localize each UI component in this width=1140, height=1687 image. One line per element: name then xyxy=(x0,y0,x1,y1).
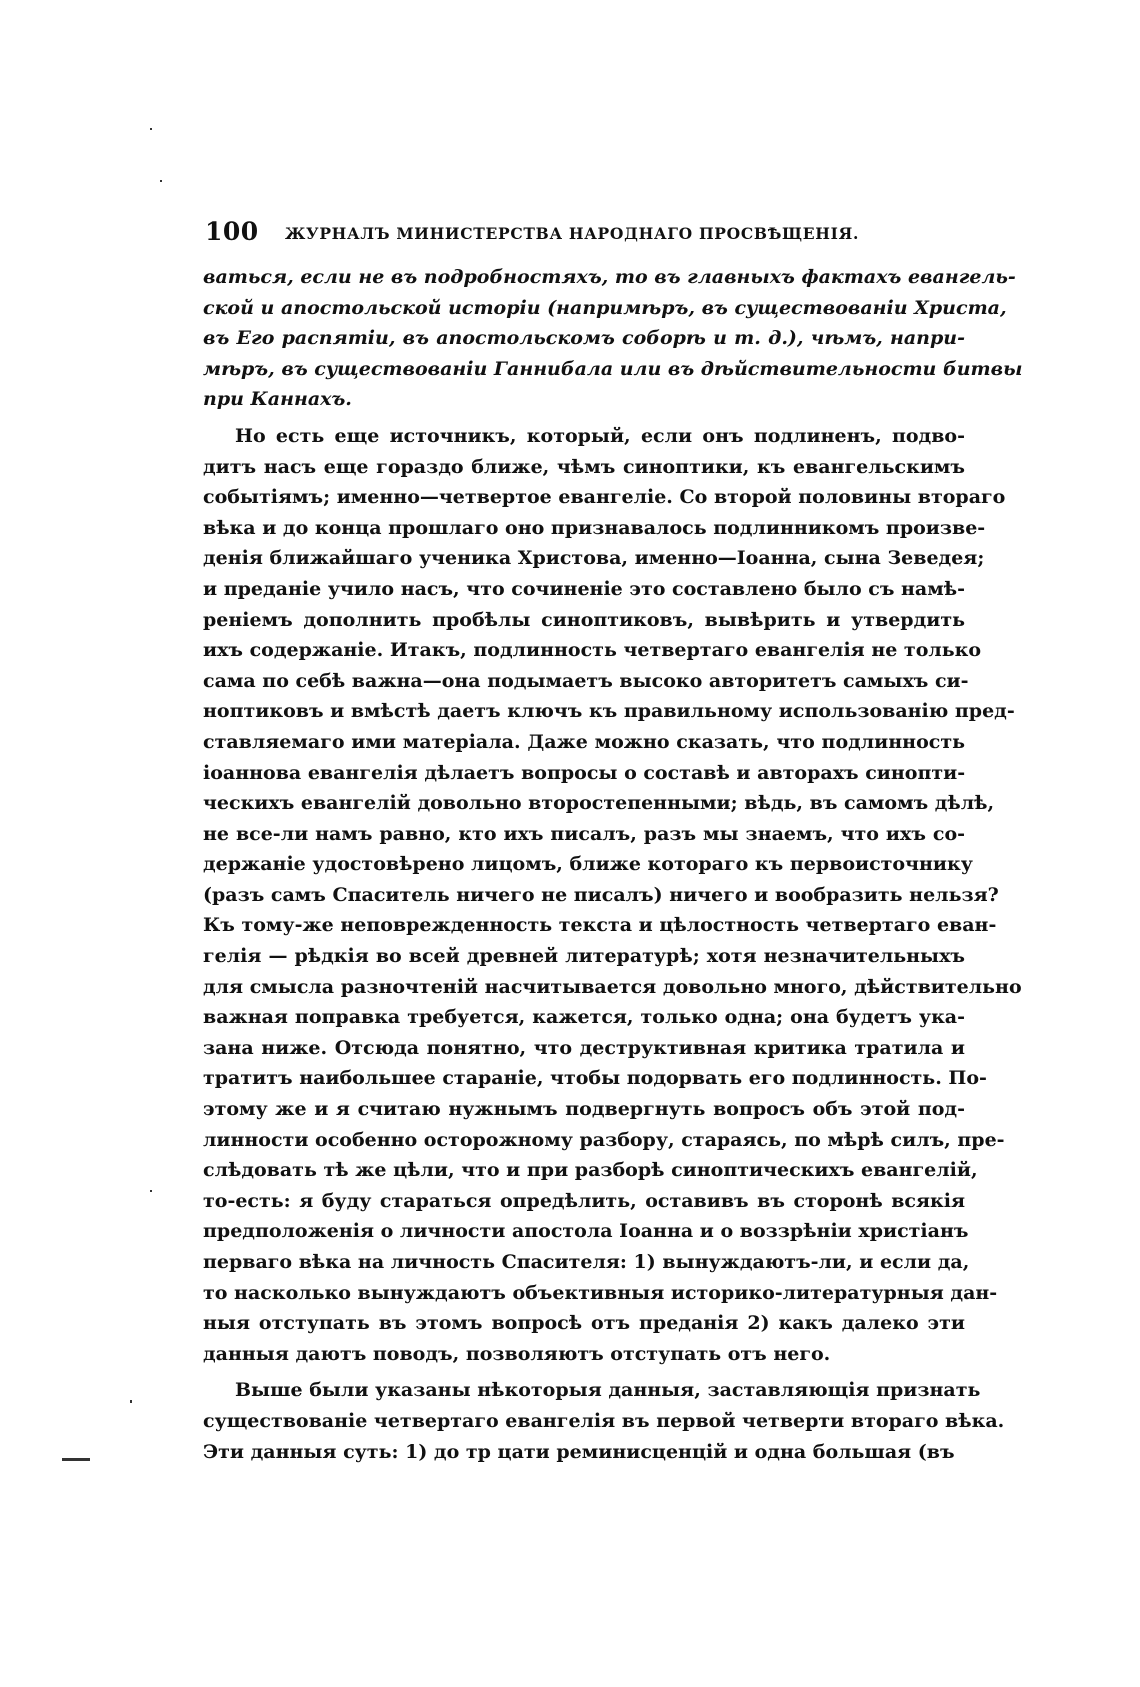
text-line: зана ниже. Отсюда понятно, что деструктивная критика тратила и xyxy=(203,1036,965,1059)
text-line: ставляемаго ими матеріала. Даже можно сказать, что подлинность xyxy=(203,730,965,753)
text-line: ской и апостольской исторіи (напримѣръ, въ существованіи Христа, xyxy=(203,296,1007,319)
text-line: данныя даютъ поводъ, позволяютъ отступать отъ него. xyxy=(203,1342,831,1365)
text-line: то-есть: я буду стараться опредѣлить, оставивъ въ сторонѣ всякія xyxy=(203,1189,965,1212)
page-number: 100 xyxy=(205,217,259,246)
scan-dot xyxy=(160,180,162,182)
running-head: ЖУРНАЛЪ МИНИСТЕРСТВА НАРОДНАГО ПРОСВѢЩЕНІЯ. xyxy=(285,224,860,243)
text-line: этому же и я считаю нужнымъ подвергнуть вопросъ объ этой под- xyxy=(203,1098,965,1121)
body-text xyxy=(203,262,1023,1473)
text-line: мѣръ, въ существованіи Ганнибала или въ дѣйствительности битвы xyxy=(203,357,1023,380)
paragraph xyxy=(203,421,1022,1369)
text-line: ваться, если не въ подробностяхъ, то въ главныхъ фактахъ евангель- xyxy=(203,266,1016,288)
page-header xyxy=(205,217,965,253)
scan-dot xyxy=(150,1190,152,1192)
text-line: держаніе удостовѣрено лицомъ, ближе котораго къ первоисточнику xyxy=(203,853,973,876)
text-line: слѣдовать тѣ же цѣли, что и при разборѣ синоптическихъ евангелій, xyxy=(203,1159,978,1182)
text-line: дитъ насъ еще гораздо ближе, чѣмъ синоптики, къ евангельскимъ xyxy=(203,455,965,478)
text-line: Эти данныя суть: 1) до тр цати реминисценцій и одна большая (въ xyxy=(203,1440,955,1463)
text-line: въ Его распятіи, въ апостольскомъ соборѣ и т. д.), чѣмъ, напри- xyxy=(203,327,965,350)
text-line: ческихъ евангелій довольно второстепенными; вѣдь, въ самомъ дѣлѣ, xyxy=(203,792,995,815)
text-line: сама по себѣ важна—она подымаетъ высоко авторитетъ самыхъ си- xyxy=(203,669,969,692)
text-line: перваго вѣка на личность Спасителя: 1) вынуждаютъ-ли, и если да, xyxy=(203,1251,970,1273)
text-line: не все-ли намъ равно, кто ихъ писалъ, разъ мы знаемъ, что ихъ со- xyxy=(203,822,965,845)
text-line: ныя отступать въ этомъ вопросѣ отъ преданія 2) какъ далеко эти xyxy=(203,1312,965,1335)
text-line: при Каннахъ. xyxy=(203,388,352,411)
text-line: важная поправка требуется, кажется, только одна; она будетъ ука- xyxy=(203,1006,965,1029)
paragraph xyxy=(203,262,1023,415)
scan-dot xyxy=(150,128,152,130)
text-line: іоаннова евангелія дѣлаетъ вопросы о составѣ и авторахъ синопти- xyxy=(203,761,966,784)
text-line: ихъ содержаніе. Итакъ, подлинность четвертаго евангелія не только xyxy=(203,639,982,662)
paragraph xyxy=(203,1375,1005,1467)
text-line: Къ тому-же неповрежденность текста и цѣлостность четвертаго еван- xyxy=(203,914,997,937)
text-line: существованіе четвертаго евангелія въ первой четверти втораго вѣка. xyxy=(203,1409,1005,1432)
text-line: предположенія о личности апостола Іоанна и о воззрѣніи христіанъ xyxy=(203,1220,969,1243)
text-line: для смысла разночтеній насчитывается довольно много, дѣйствительно xyxy=(203,975,1022,998)
text-line: Но есть еще источникъ, который, если онъ подлиненъ, подво- xyxy=(235,424,965,447)
text-line: ноптиковъ и вмѣстѣ даетъ ключъ къ правильному использованію пред- xyxy=(203,700,1015,723)
text-line: вѣка и до конца прошлаго оно признавалось подлинникомъ произве- xyxy=(203,516,986,539)
text-line: и преданіе учило насъ, что сочиненіе это составлено было съ намѣ- xyxy=(203,577,965,600)
text-line: реніемъ дополнить пробѣлы синоптиковъ, вывѣрить и утвердить xyxy=(203,608,965,631)
text-line: гелія — рѣдкія во всей древней литературѣ; хотя незначительныхъ xyxy=(203,945,965,968)
text-line: линности особенно осторожному разбору, стараясь, по мѣрѣ силъ, пре- xyxy=(203,1128,1005,1151)
text-line: событіямъ; именно—четвертое евангеліе. Со второй половины втораго xyxy=(203,486,1006,509)
text-line: то насколько вынуждаютъ объективныя историко-литературныя дан- xyxy=(203,1281,998,1304)
text-line: (разъ самъ Спаситель ничего не писалъ) ничего и вообразить нельзя? xyxy=(203,883,999,906)
scan-dot xyxy=(130,1400,132,1403)
text-line: денія ближайшаго ученика Христова, именно—Іоанна, сына Зеведея; xyxy=(203,547,985,570)
scan-mark xyxy=(62,1458,90,1461)
text-line: тратитъ наибольшее стараніе, чтобы подорвать его подлинность. По- xyxy=(203,1067,987,1090)
text-line: Выше были указаны нѣкоторыя данныя, заставляющія признать xyxy=(235,1379,981,1402)
